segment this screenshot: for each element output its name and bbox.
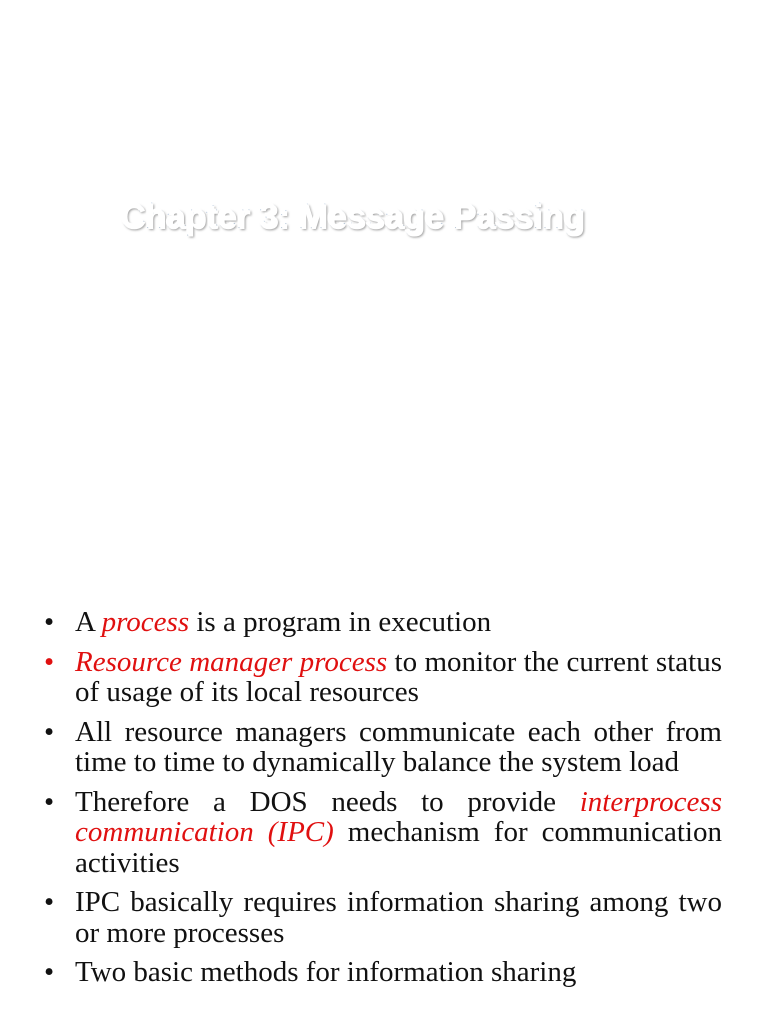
bullet-text: is a program in execution bbox=[189, 606, 492, 638]
bullet-text: IPC basically requires information sharing among two or more processes bbox=[75, 886, 722, 949]
bullet-text: to monitor the current status of usage of its local resources bbox=[75, 645, 722, 708]
bullet-text: mechanism for communication activities bbox=[75, 816, 722, 879]
bullet-emphasis: process bbox=[101, 606, 190, 638]
bullet-dot-icon: • bbox=[44, 886, 55, 918]
bullet-dot-icon: • bbox=[44, 785, 55, 818]
bullet-item bbox=[44, 647, 722, 708]
bullet-dot-icon: • bbox=[44, 606, 55, 638]
bullet-dot-icon: • bbox=[44, 715, 55, 748]
slide-title-text: Chapter 3: Message Passing bbox=[120, 197, 585, 236]
bullet-item bbox=[44, 717, 722, 778]
bullet-item bbox=[44, 607, 722, 638]
bullet-item bbox=[44, 887, 722, 948]
bullet-text: Two basic methods for information sharing bbox=[75, 956, 577, 988]
bullet-item bbox=[44, 957, 722, 988]
bullet-text: All resource managers communicate each other from time to time to dynamically balance the system load bbox=[75, 715, 722, 778]
slide-title bbox=[120, 193, 680, 241]
bullet-emphasis: interprocess communication (IPC) bbox=[75, 785, 722, 848]
bullet-dot-icon: • bbox=[44, 645, 55, 678]
bullet-text: Therefore a DOS needs to provide bbox=[75, 785, 580, 818]
bullet-item bbox=[44, 787, 722, 879]
bullet-dot-icon: • bbox=[44, 956, 55, 988]
bullet-list bbox=[44, 607, 722, 997]
bullet-emphasis: Resource manager process bbox=[75, 645, 388, 678]
bullet-text: A bbox=[75, 606, 102, 638]
